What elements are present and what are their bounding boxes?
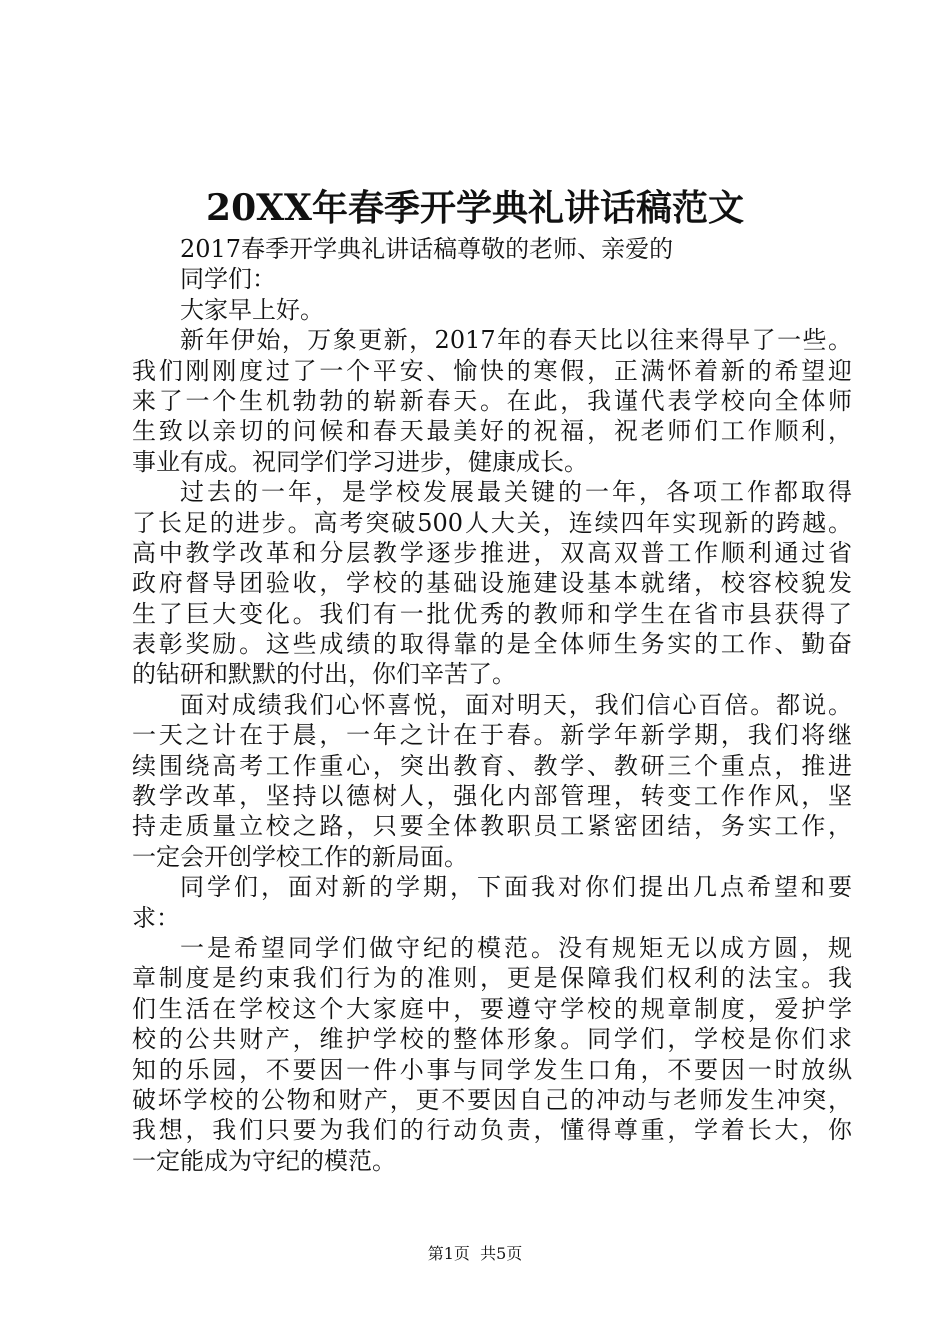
- text-line: 过去的一年，是学校发展最关键的一年，各项工作都取得: [180, 478, 852, 507]
- text-line: 2017春季开学典礼讲话稿尊敬的老师、亲爱的: [180, 235, 674, 263]
- document-title: 20XX年春季开学典礼讲话稿范文: [206, 187, 744, 229]
- text-line: 一天之计在于晨，一年之计在于春。新学年新学期，我们将继: [132, 721, 852, 750]
- text-line: 事业有成。祝同学们学习进步，健康成长。: [132, 447, 588, 476]
- text-line: 来了一个生机勃勃的崭新春天。在此，我谨代表学校向全体师: [132, 386, 852, 415]
- text-line: 破坏学校的公物和财产，更不要因自己的冲动与老师发生冲突，: [132, 1085, 852, 1114]
- text-line: 一是希望同学们做守纪的模范。没有规矩无以成方圆，规: [180, 933, 852, 962]
- text-line: 一定能成为守纪的模范。: [132, 1146, 396, 1175]
- text-line: 的钻研和默默的付出，你们辛苦了。: [132, 660, 516, 689]
- text-line: 政府督导团验收，学校的基础设施建设基本就绪，校容校貌发: [132, 569, 852, 598]
- text-line: 知的乐园，不要因一件小事与同学发生口角，不要因一时放纵: [132, 1055, 852, 1084]
- text-line: 生致以亲切的问候和春天最美好的祝福，祝老师们工作顺利，: [132, 417, 852, 446]
- text-line: 大家早上好。: [180, 295, 324, 324]
- text-line: 同学们，面对新的学期，下面我对你们提出几点希望和要: [180, 873, 852, 902]
- text-line: 同学们：: [180, 265, 276, 294]
- text-line: 我想，我们只要为我们的行动负责，懂得尊重，学着长大，你: [132, 1116, 852, 1145]
- text-line: 教学改革，坚持以德树人，强化内部管理，转变工作作风，坚: [132, 782, 852, 811]
- text-line: 高中教学改革和分层教学逐步推进，双高双普工作顺利通过省: [132, 538, 852, 567]
- document-body: [132, 234, 852, 1176]
- page-footer: 第1页 共5页: [427, 1244, 523, 1263]
- text-line: 表彰奖励。这些成绩的取得靠的是全体师生务实的工作、勤奋: [132, 630, 852, 659]
- text-line: 们生活在学校这个大家庭中，要遵守学校的规章制度，爱护学: [132, 994, 852, 1023]
- text-line: 章制度是约束我们行为的准则，更是保障我们权利的法宝。我: [132, 964, 852, 993]
- text-line: 生了巨大变化。我们有一批优秀的教师和学生在省市县获得了: [132, 599, 852, 628]
- text-line: 一定会开创学校工作的新局面。: [132, 842, 468, 871]
- text-line: 续围绕高考工作重心，突出教育、教学、教研三个重点，推进: [132, 751, 852, 780]
- text-line: 我们刚刚度过了一个平安、愉快的寒假，正满怀着新的希望迎: [132, 356, 852, 385]
- text-line: 校的公共财产，维护学校的整体形象。同学们，学校是你们求: [132, 1025, 852, 1054]
- text-line: 持走质量立校之路，只要全体教职员工紧密团结，务实工作，: [132, 812, 852, 841]
- text-line: 了长足的进步。高考突破500人大关，连续四年实现新的跨越。: [132, 508, 852, 537]
- text-line: 新年伊始，万象更新，2017年的春天比以往来得早了一些。: [180, 326, 852, 355]
- text-line: 求：: [132, 903, 180, 932]
- text-line: 面对成绩我们心怀喜悦，面对明天，我们信心百倍。都说。: [180, 690, 852, 719]
